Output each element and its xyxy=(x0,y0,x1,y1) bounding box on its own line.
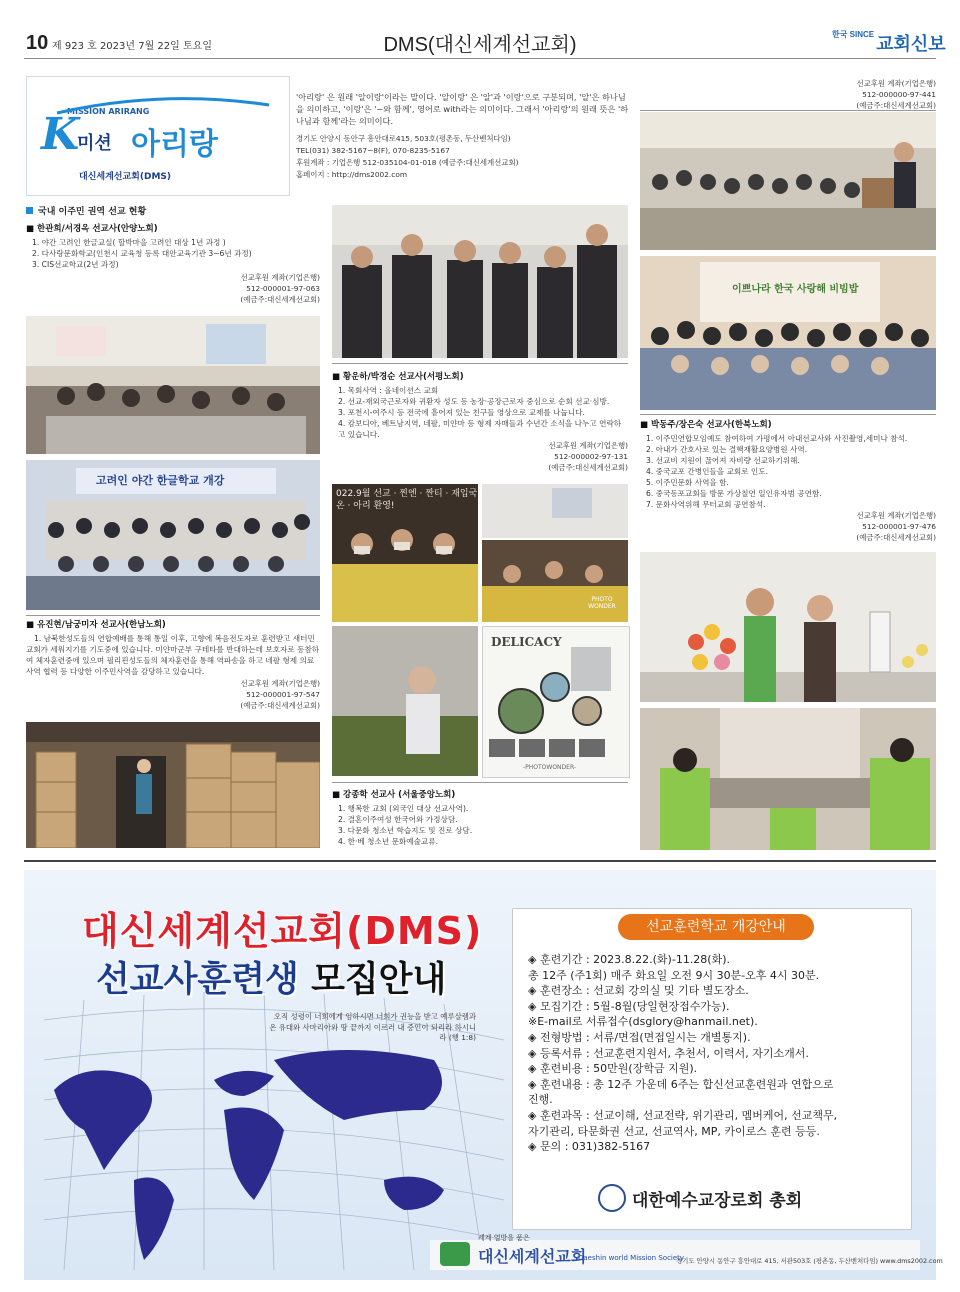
church-gathering-photo xyxy=(640,112,936,250)
account-holder: (예금주:대신세계선교회) xyxy=(240,295,320,304)
intro-paragraph: '아리랑' 은 원래 '알이랑'이라는 말이다. '알이랑' 은 '알'과 '이랑'으로 구분되며, '알'은 하나님을 의미하고, '이랑'은 '~와 함께', 영어로 with라는 의미이다. 그래서 '아리랑'의 원래 뜻은 '하나님과 함께'라는 의미이다. xyxy=(296,92,629,126)
account-title: 선교후원 계좌(기업은행) xyxy=(240,679,320,688)
list-item: 7. 문화사역위해 무터교회 공연참석. xyxy=(646,500,766,509)
list-item: 4. 중국교포 간병인들을 교회로 인도. xyxy=(646,467,769,476)
swoosh-icon xyxy=(53,95,273,117)
info-line: ◈ 전형방법 : 서류/면접(면접일시는 개별통지). xyxy=(528,1030,751,1044)
info-line: 자기관리, 타문화권 선교, 선교역사, MP, 카이로스 훈련 등등. xyxy=(528,1124,820,1138)
divider xyxy=(640,414,936,415)
dms-name: 대신세계선교회 xyxy=(478,1247,587,1266)
issue-info: 제 923 호 2023년 7월 22일 토요일 xyxy=(52,41,212,52)
green-uniform-photo xyxy=(640,708,936,850)
arirang-word: 아리랑 xyxy=(131,127,218,162)
denomination-seal-icon xyxy=(598,1184,626,1212)
hwang-account xyxy=(478,440,628,473)
account-title: 선교후원 계좌(기업은행) xyxy=(548,441,628,450)
banner-divider xyxy=(24,860,936,862)
header-rule xyxy=(24,58,936,59)
banner-subtitle xyxy=(96,952,446,1002)
account-number: 512-000001-97-063 xyxy=(246,284,320,293)
kang-title: ■ 강종학 선교사 (서울중앙노회) xyxy=(332,790,456,800)
divider xyxy=(26,615,320,616)
denomination-name: 대한예수교장로회 총회 xyxy=(632,1191,803,1211)
paper-name: 교회신보 xyxy=(876,34,946,54)
han-block xyxy=(26,224,320,270)
info-line: ◈ 모집기간 : 5월-8월(당일현장접수가능). xyxy=(528,999,730,1013)
hwang-block xyxy=(332,372,628,440)
account-number: 512-000001-97-547 xyxy=(246,690,320,699)
collage-footer: -PHOTOWONDER- xyxy=(523,764,577,771)
park-block xyxy=(640,420,936,510)
list-item: 5. 이주민문화 사역을 함. xyxy=(646,478,729,487)
kang-list xyxy=(332,803,628,847)
classroom-photo xyxy=(26,316,320,454)
mission-en-label: MISSION ARIRANG xyxy=(67,107,150,116)
account-title: 선교후원 계좌(기업은행) xyxy=(856,511,936,520)
info-list xyxy=(528,952,900,1155)
homepage-line: 홈페이지 : http://dms2002.com xyxy=(296,169,408,179)
collage-title: DELICACY xyxy=(491,635,562,649)
storage-room-photo xyxy=(26,722,320,848)
logo-box xyxy=(26,76,290,196)
account-number: 512-000002-97-131 xyxy=(554,452,628,461)
paper-small-label: 한국 SINCE xyxy=(832,30,875,39)
account-holder: (예금주:대신세계선교회) xyxy=(240,701,320,710)
children-event-photo xyxy=(640,256,936,410)
page-number: 10 xyxy=(26,32,49,54)
info-line: ◈ 훈련비용 : 50만원(장학금 지원). xyxy=(528,1062,698,1076)
list-item: 1. 행복한 교회 (외국인 대상 선교사역). xyxy=(338,804,469,813)
list-item: 3. 다문화 청소년 학습지도 및 진로 상담. xyxy=(338,826,473,835)
kang-block xyxy=(332,790,628,847)
welcome-caption: 022.9월 선교 · 찐엔 · 짠티 · 재입국 온 · 아리 환영! xyxy=(336,489,478,511)
account-line: 후원계좌 : 기업은행 512-035104-01-018 (예금주:대신세계선교회) xyxy=(296,157,519,167)
account-title: 선교후원 계좌(기업은행) xyxy=(240,273,320,282)
info-line: ◈ 문의 : 031)382-5167 xyxy=(528,1140,651,1154)
list-item: 1. 목회사역 : 올네이션스 교회 xyxy=(338,386,439,395)
list-item: 3. 선교비 지원이 끊어져 자비량 선교하기위해. xyxy=(646,456,800,465)
info-line: ◈ 등록서류 : 선교훈련지원서, 추천서, 이력서, 자기소개서. xyxy=(528,1046,809,1060)
logo-org-sub: 대신세계선교회(DMS) xyxy=(79,172,171,182)
list-item: 4. 한·베 청소년 문화예술교류. xyxy=(338,837,439,846)
account-number: 512-000001-97-476 xyxy=(862,522,936,531)
couple-flowers-photo xyxy=(640,552,936,702)
tel-line: TEL(031) 382-5167~8(F), 070-8235-5167 xyxy=(296,146,450,156)
yu-body: 1. 남북한성도들의 연합예배를 통해 통일 이후, 고향에 복음전도자로 훈련받고 새터민교회가 세워지기를 기도중에 있습니다. 미얀마군부 구테타를 반대하는데 보호자로 동참하여 체자훈련중에 있으며 필리핀성도들의 체자훈련을 통해 역파송을 하고 네팔 형제 의료사역 협력 등 다양한 이주민사역을 감당하고 있습니다. xyxy=(26,634,320,676)
office-photo xyxy=(482,484,628,538)
list-item: 2. 다사랑문화학교(인천시 교육청 등록 대안교육기관 3~6년 과정) xyxy=(32,249,252,258)
account-holder: (예금주:대신세계선교회) xyxy=(548,463,628,472)
banner-subtitle-b: 모집안내 xyxy=(311,960,447,1000)
info-line: ◈ 훈련기간 : 2023.8.22.(화)-11.28(화). xyxy=(528,953,731,966)
list-item: 6. 중국동포교회들 방문 가상칠연 일인유자범 공연함. xyxy=(646,489,822,498)
men-group-photo xyxy=(332,205,628,358)
info-line: ◈ 훈련내용 : 총 12주 가운데 6주는 합신선교훈련원과 연합으로 xyxy=(528,1077,834,1091)
logo-intro-text xyxy=(296,92,630,181)
list-item: 2. 결혼이주여성 한국어와 가정상담. xyxy=(338,815,458,824)
section-marker-icon xyxy=(26,207,33,214)
account-number: 512-000000-97-441 xyxy=(862,90,936,99)
dms-english-name: Daeshin world Mission Society xyxy=(578,1254,685,1262)
yu-account xyxy=(170,678,320,711)
list-item: 2. 선교-재외국근로자와 귀환자 성도 등 농장·공장근로자 중심으로 순회 선교·심방. xyxy=(338,397,610,406)
hwang-list xyxy=(332,385,628,440)
info-line: ◈ 훈련장소 : 선교회 강의실 및 기타 별도장소. xyxy=(528,984,749,998)
divider xyxy=(332,363,628,364)
park-title: ■ 박동주/장은숙 선교사(한북노회) xyxy=(640,420,772,430)
school-banner-text: 고려인 야간 한글학교 개강 xyxy=(96,474,225,487)
top-right-account xyxy=(790,78,936,111)
mission-ko-label: 미션 xyxy=(77,133,112,154)
photo-wonder-stamp: PHOTO WONDER xyxy=(588,596,616,610)
han-list xyxy=(26,237,320,270)
park-account xyxy=(786,510,936,543)
hwang-title: ■ 황운하/박경순 선교사(서평노회) xyxy=(332,372,464,382)
han-title: ■ 한관희/서경옥 선교사(안양노회) xyxy=(26,224,158,234)
han-account xyxy=(170,272,320,305)
col1-section-head: 국내 이주민 권역 선교 현황 xyxy=(38,207,147,217)
info-line: 총 12주 (주1회) 매주 화요일 오전 9시 30분-오후 4시 30분. xyxy=(528,968,820,982)
dms-address: 경기도 안양시 동안구 흥안대로 415, 서관503호 (평촌동, 두산벤처다임) www.dms2002.com xyxy=(676,1257,943,1265)
list-item: 1. 이주민연합모임예도 참여하여 가평에서 아내선교사와 사진촬영,세미나 참석. xyxy=(646,434,908,443)
info-line: ◈ 훈련과목 : 선교이해, 선교전략, 위기관리, 멤버케어, 선교책무, xyxy=(528,1108,838,1122)
account-holder: (예금주:대신세계선교회) xyxy=(856,101,936,110)
list-item: 1. 야간 고려인 한글교실( 할박마을 고려인 대상 1년 과정 ) xyxy=(32,238,226,247)
section-title: DMS(대신세계선교회) xyxy=(383,34,577,56)
greenhouse-photo xyxy=(332,626,478,776)
park-list xyxy=(640,433,936,510)
event-banner-text: 이쁘나라 한국 사랑해 비빔밥 xyxy=(732,284,859,295)
list-item: 2. 아내가 간호사로 있는 결핵재활요양병원 사역. xyxy=(646,445,808,454)
bible-verse: 오직 성령이 너희에게 임하시면 너희가 권능을 받고 예루살렘과 온 유대와 사마리아와 땅 끝까지 이르러 내 증인이 되리라 하시니라 (행 1:8) xyxy=(269,1012,476,1043)
school-group-photo xyxy=(26,460,320,610)
dms-logo-icon xyxy=(440,1242,470,1266)
account-holder: (예금주:대신세계선교회) xyxy=(856,533,936,542)
info-box-title: 선교훈련학교 개강안내 xyxy=(618,914,814,940)
banner-title: 대신세계선교회(DMS) xyxy=(82,909,483,953)
info-line: ※E-mail로 서류접수(dsglory@hanmail.net). xyxy=(528,1015,758,1029)
list-item: 3. CIS선교학교(2년 과정) xyxy=(32,260,119,269)
address-line: 경기도 안양시 동안구 흥안대로415, 503호(평촌동, 두산벤처다임) xyxy=(296,134,511,144)
list-item: 3. 포천시-여주시 등 전국에 흩어져 있는 친구들 영상으로 교제를 나눕니다. xyxy=(338,408,585,417)
divider xyxy=(640,110,936,111)
welcome-photo-right xyxy=(482,540,628,622)
yu-block xyxy=(26,620,320,677)
k-letter: K xyxy=(41,109,80,160)
divider xyxy=(332,782,628,783)
info-line: 진행. xyxy=(528,1093,553,1107)
list-item: 4. 캄보디아, 베트남지역, 네팔, 미얀마 등 형제 자매들과 수년간 소식을 나누고 연락하고 있습니다. xyxy=(338,419,622,439)
collage-photo xyxy=(482,626,630,778)
newspaper-logo xyxy=(832,30,946,56)
account-title: 선교후원 계좌(기업은행) xyxy=(856,79,936,88)
yu-title: ■ 유진현/남궁미자 선교사(한남노회) xyxy=(26,620,166,630)
banner-subtitle-a: 선교사훈련생 xyxy=(96,960,299,1000)
dms-tagline: 세계 열방을 품은 xyxy=(478,1234,530,1242)
